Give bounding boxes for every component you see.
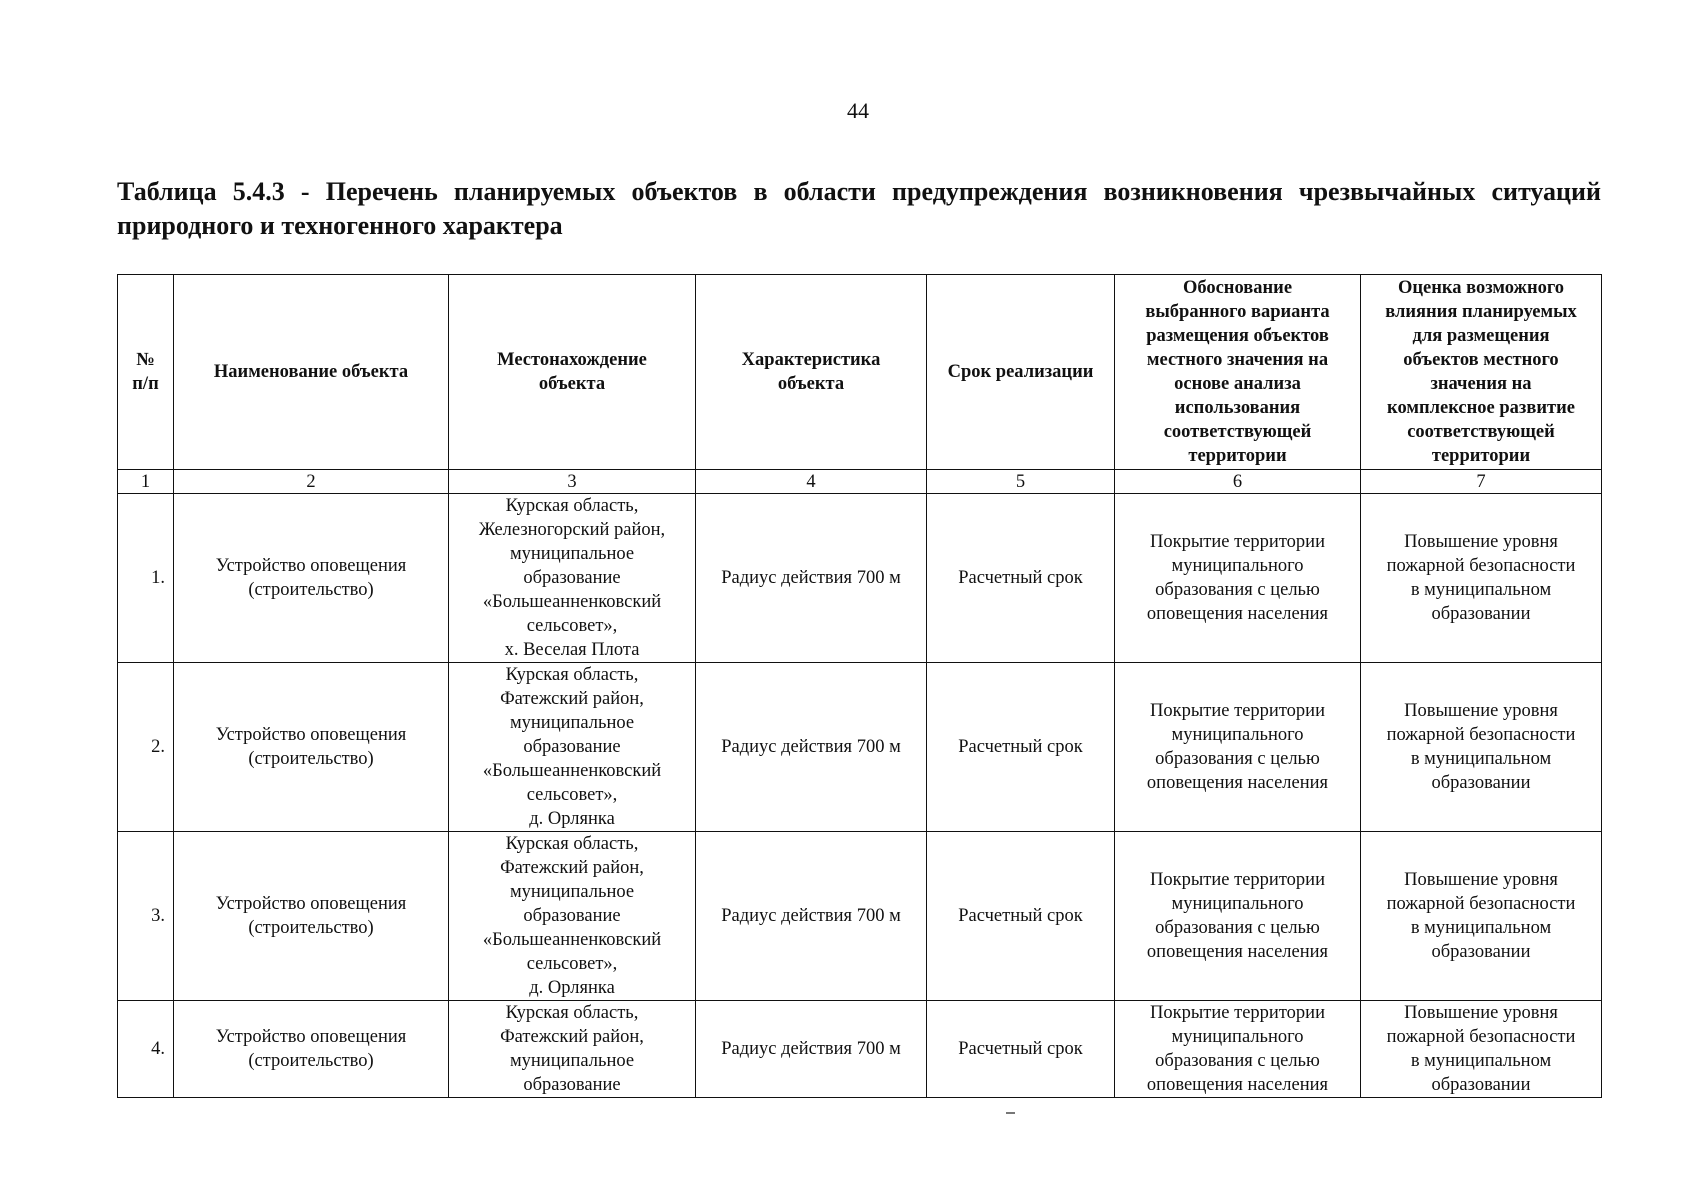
cell-line: в муниципальном <box>1410 749 1552 769</box>
cell-line: (строительство) <box>248 1051 374 1071</box>
object-characteristic: Радиус действия 700 м <box>696 1001 927 1098</box>
cell-line: муниципального <box>1171 725 1304 745</box>
header-justification <box>1115 275 1361 470</box>
cell-line: Курская область, <box>505 665 639 685</box>
cell-line: пожарной безопасности <box>1386 894 1576 914</box>
cell-line: муниципальное <box>509 1051 635 1071</box>
impact-assessment <box>1361 663 1602 832</box>
cell-line: объекта <box>538 374 606 394</box>
object-name <box>174 1001 449 1098</box>
cell-line: оповещения населения <box>1146 942 1329 962</box>
cell-line: № <box>136 350 155 370</box>
cell-line: образовании <box>1431 1075 1531 1095</box>
table-header-row <box>118 275 1602 470</box>
cell-line: Устройство оповещения <box>215 1027 407 1047</box>
impact-assessment <box>1361 1001 1602 1098</box>
cell-line: муниципального <box>1171 1027 1304 1047</box>
scan-speck <box>1006 1112 1015 1114</box>
object-characteristic: Радиус действия 700 м <box>696 832 927 1001</box>
cell-line: Оценка возможного <box>1397 278 1565 298</box>
placement-justification <box>1115 832 1361 1001</box>
column-number: 2 <box>174 470 449 494</box>
row-number: 1. <box>118 494 174 663</box>
table-row <box>118 494 1602 663</box>
cell-line: (строительство) <box>248 580 374 600</box>
cell-line: образования с целью <box>1155 918 1320 938</box>
cell-line: основе анализа <box>1174 374 1301 394</box>
cell-line: в муниципальном <box>1410 580 1552 600</box>
cell-line: муниципального <box>1171 894 1304 914</box>
object-location <box>449 1001 696 1098</box>
cell-line: образовании <box>1431 773 1531 793</box>
cell-line: сельсовет», <box>526 616 618 636</box>
cell-line: (строительство) <box>248 749 374 769</box>
table-row <box>118 663 1602 832</box>
cell-line: влияния планируемых <box>1385 302 1577 322</box>
object-characteristic: Радиус действия 700 м <box>696 663 927 832</box>
column-number: 1 <box>118 470 174 494</box>
header-location <box>449 275 696 470</box>
cell-line: Покрытие территории <box>1150 870 1325 890</box>
cell-line: Наименование объекта <box>213 362 409 382</box>
cell-line: Покрытие территории <box>1150 532 1325 552</box>
implementation-term: Расчетный срок <box>927 832 1115 1001</box>
cell-line: оповещения населения <box>1146 604 1329 624</box>
impact-assessment <box>1361 832 1602 1001</box>
object-location <box>449 494 696 663</box>
cell-line: Фатежский район, <box>500 689 644 709</box>
cell-line: выбранного варианта <box>1145 302 1330 322</box>
cell-line: комплексное развитие <box>1387 398 1575 418</box>
header-assessment <box>1361 275 1602 470</box>
cell-line: сельсовет», <box>526 785 618 805</box>
object-location <box>449 663 696 832</box>
cell-line: Устройство оповещения <box>215 725 407 745</box>
cell-line: образования с целью <box>1155 749 1320 769</box>
placement-justification <box>1115 663 1361 832</box>
cell-line: территории <box>1431 446 1531 466</box>
cell-line: х. Веселая Плота <box>504 640 640 660</box>
cell-line: Местонахождение <box>497 350 647 370</box>
cell-line: муниципальное <box>509 544 635 564</box>
cell-line: Обоснование <box>1182 278 1293 298</box>
cell-line: Повышение уровня <box>1404 870 1558 890</box>
cell-line: д. Орлянка <box>529 809 615 829</box>
column-number: 6 <box>1115 470 1361 494</box>
cell-line: Курская область, <box>505 1003 639 1023</box>
cell-line: в муниципальном <box>1410 918 1552 938</box>
header-term <box>927 275 1115 470</box>
cell-line: Устройство оповещения <box>215 556 407 576</box>
cell-line: Фатежский район, <box>500 1027 644 1047</box>
cell-line: образования с целью <box>1155 1051 1320 1071</box>
cell-line: (строительство) <box>248 918 374 938</box>
table-row <box>118 832 1602 1001</box>
cell-line: Железногорский район, <box>478 520 666 540</box>
header-object-name <box>174 275 449 470</box>
cell-line: оповещения населения <box>1146 773 1329 793</box>
placement-justification <box>1115 494 1361 663</box>
row-number: 3. <box>118 832 174 1001</box>
cell-line: размещения объектов <box>1146 326 1329 346</box>
cell-line: образование <box>523 1075 621 1095</box>
column-number: 7 <box>1361 470 1602 494</box>
cell-line: соответствующей <box>1407 422 1555 442</box>
implementation-term: Расчетный срок <box>927 663 1115 832</box>
header-characteristic <box>696 275 927 470</box>
cell-line: Покрытие территории <box>1150 701 1325 721</box>
impact-assessment <box>1361 494 1602 663</box>
object-characteristic: Радиус действия 700 м <box>696 494 927 663</box>
object-name <box>174 663 449 832</box>
placement-justification <box>1115 1001 1361 1098</box>
cell-line: значения на <box>1430 374 1532 394</box>
planned-objects-table <box>117 274 1602 1098</box>
cell-line: пожарной безопасности <box>1386 1027 1576 1047</box>
cell-line: образование <box>523 737 621 757</box>
implementation-term: Расчетный срок <box>927 1001 1115 1098</box>
cell-line: п/п <box>132 374 159 394</box>
cell-line: Повышение уровня <box>1404 1003 1558 1023</box>
cell-line: «Большеанненковский <box>482 761 662 781</box>
table-row <box>118 1001 1602 1098</box>
cell-line: Повышение уровня <box>1404 532 1558 552</box>
cell-line: использования <box>1174 398 1301 418</box>
cell-line: объекта <box>777 374 845 394</box>
cell-line: Покрытие территории <box>1150 1003 1325 1023</box>
cell-line: Повышение уровня <box>1404 701 1558 721</box>
cell-line: пожарной безопасности <box>1386 725 1576 745</box>
cell-line: в муниципальном <box>1410 1051 1552 1071</box>
cell-line: образовании <box>1431 942 1531 962</box>
cell-line: оповещения населения <box>1146 1075 1329 1095</box>
cell-line: муниципального <box>1171 556 1304 576</box>
cell-line: Фатежский район, <box>500 858 644 878</box>
cell-line: муниципальное <box>509 882 635 902</box>
object-name <box>174 494 449 663</box>
cell-line: местного значения на <box>1146 350 1329 370</box>
cell-line: «Большеанненковский <box>482 592 662 612</box>
object-name <box>174 832 449 1001</box>
cell-line: образование <box>523 906 621 926</box>
column-number: 4 <box>696 470 927 494</box>
row-number: 2. <box>118 663 174 832</box>
implementation-term: Расчетный срок <box>927 494 1115 663</box>
cell-line: территории <box>1188 446 1287 466</box>
cell-line: образование <box>523 568 621 588</box>
cell-line: «Большеанненковский <box>482 930 662 950</box>
cell-line: образовании <box>1431 604 1531 624</box>
cell-line: сельсовет», <box>526 954 618 974</box>
object-location <box>449 832 696 1001</box>
cell-line: соответствующей <box>1163 422 1312 442</box>
column-number: 3 <box>449 470 696 494</box>
table-caption: Таблица 5.4.3 - Перечень планируемых объектов в области предупреждения возникновения чрезвычайных ситуаций природного и техногенного характера <box>117 177 1601 240</box>
cell-line: Срок реализации <box>947 362 1094 382</box>
cell-line: муниципальное <box>509 713 635 733</box>
cell-line: Характеристика <box>741 350 881 370</box>
cell-line: пожарной безопасности <box>1386 556 1576 576</box>
cell-line: образования с целью <box>1155 580 1320 600</box>
cell-line: Курская область, <box>505 496 639 516</box>
row-number: 4. <box>118 1001 174 1098</box>
cell-line: объектов местного <box>1403 350 1559 370</box>
page-number: 44 <box>847 98 869 123</box>
column-number-row <box>118 470 1602 494</box>
column-number: 5 <box>927 470 1115 494</box>
cell-line: Курская область, <box>505 834 639 854</box>
header-number <box>118 275 174 470</box>
cell-line: д. Орлянка <box>529 978 615 998</box>
cell-line: для размещения <box>1412 326 1550 346</box>
cell-line: Устройство оповещения <box>215 894 407 914</box>
